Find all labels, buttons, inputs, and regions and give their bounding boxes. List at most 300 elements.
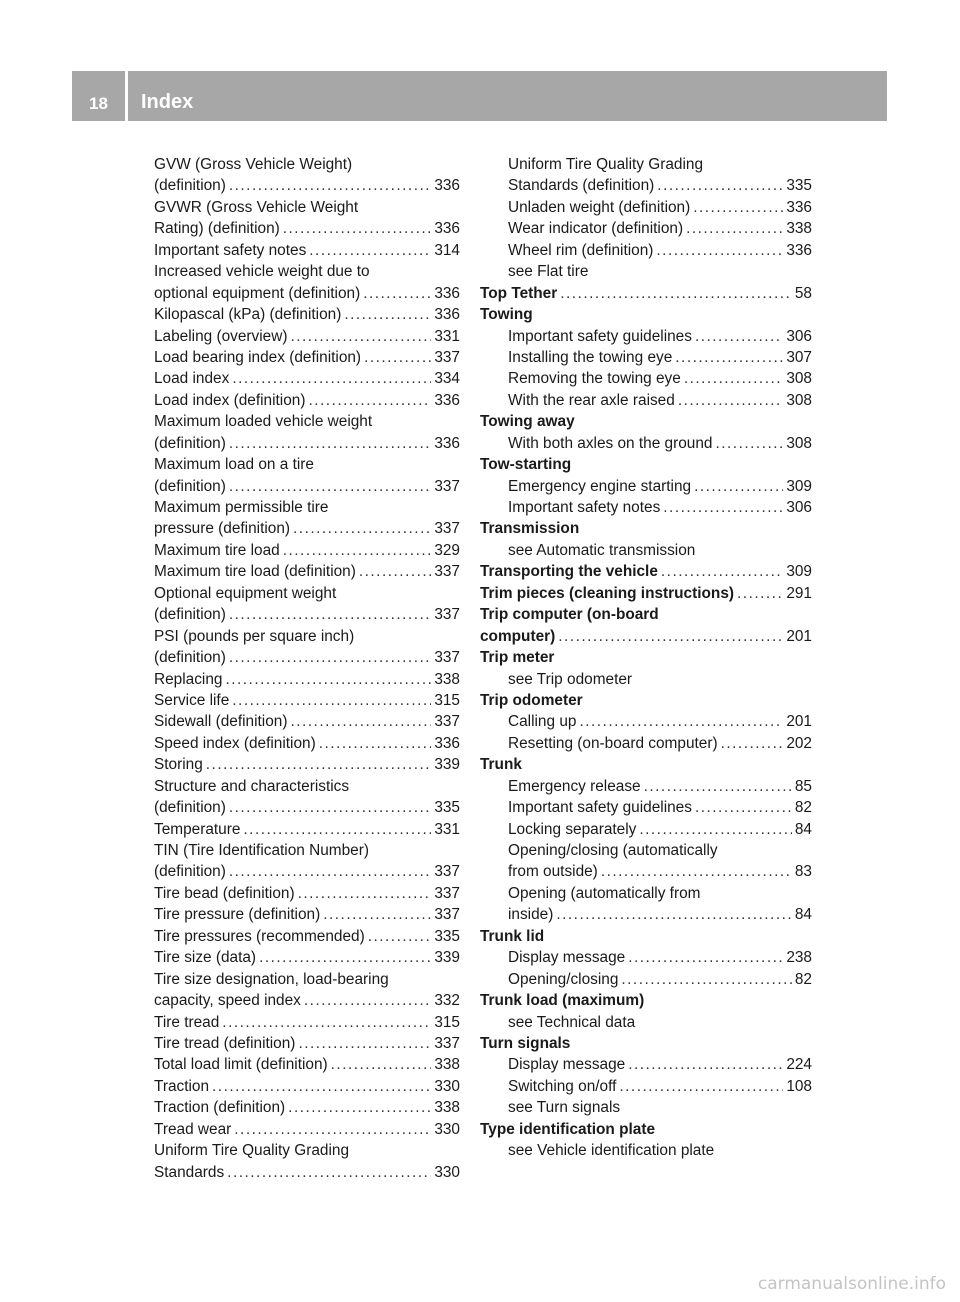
- index-entry-text: Transporting the vehicle: [480, 563, 658, 581]
- dot-leader: [639, 819, 792, 840]
- dot-leader: [601, 861, 792, 882]
- index-entry-text: Tire bead (definition): [154, 884, 295, 902]
- index-entry[interactable]: [154, 1097, 460, 1118]
- index-entry-text: Temperature: [154, 820, 241, 838]
- dot-leader: [308, 390, 431, 411]
- index-entry-text: Opening (automatically from: [508, 884, 701, 902]
- dot-leader: [212, 1076, 431, 1097]
- index-entry-text: Kilopascal (kPa) (definition): [154, 306, 342, 324]
- dot-leader: [661, 561, 783, 582]
- index-entry: [480, 1033, 812, 1054]
- index-entry-text: Top Tether: [480, 284, 558, 302]
- index-entry-page: 84: [794, 820, 812, 838]
- dot-leader: [298, 1033, 431, 1054]
- dot-leader: [619, 1076, 783, 1097]
- index-entry-text: (definition): [154, 649, 226, 667]
- index-entry-text: Wear indicator (definition): [508, 220, 684, 238]
- index-entry-text: Towing: [480, 306, 533, 324]
- index-entry-page: 337: [434, 520, 460, 538]
- index-entry[interactable]: [154, 476, 460, 497]
- dot-leader: [283, 218, 432, 239]
- dot-leader: [304, 990, 431, 1011]
- dot-leader: [686, 218, 783, 239]
- index-entry-text: Important safety guidelines: [508, 327, 692, 345]
- index-entry-text: computer): [480, 627, 556, 645]
- dot-leader: [229, 797, 431, 818]
- index-entry[interactable]: [154, 518, 460, 539]
- dot-leader: [206, 754, 432, 775]
- index-entry: [154, 969, 460, 990]
- index-entry-text: capacity, speed index: [154, 992, 301, 1010]
- index-entry: [154, 454, 460, 475]
- index-entry: [154, 626, 460, 647]
- index-entry-text: Total load limit (definition): [154, 1056, 328, 1074]
- index-entry: [480, 647, 812, 668]
- index-entry-page: 84: [794, 906, 812, 924]
- index-entry: [480, 690, 812, 711]
- index-entry-text: Calling up: [508, 713, 577, 731]
- index-entry-text: Sidewall (definition): [154, 713, 288, 731]
- index-entry-text: see Flat tire: [508, 263, 589, 281]
- index-entry-text: Speed index (definition): [154, 734, 316, 752]
- index-entry-text: Trim pieces (cleaning instructions): [480, 584, 735, 602]
- index-entry-text: Traction: [154, 1077, 210, 1095]
- index-entry-text: Emergency engine starting: [508, 477, 692, 495]
- index-entry[interactable]: [154, 1012, 460, 1033]
- index-entry: [480, 304, 812, 325]
- index-entry: [480, 754, 812, 775]
- dot-leader: [288, 1097, 431, 1118]
- index-entry-text: PSI (pounds per square inch): [154, 627, 355, 645]
- index-entry-text: (definition): [154, 606, 226, 624]
- index-entry-page: 335: [786, 177, 812, 195]
- index-entry-page: 337: [434, 1034, 460, 1052]
- index-entry[interactable]: [480, 947, 812, 968]
- index-entry-text: Maximum tire load (definition): [154, 563, 356, 581]
- index-entry-page: 339: [434, 949, 460, 967]
- index-entry-page: 337: [434, 649, 460, 667]
- dot-leader: [344, 304, 431, 325]
- index-entry-text: pressure (definition): [154, 520, 291, 538]
- index-entry-page: 309: [786, 477, 812, 495]
- dot-leader: [656, 240, 783, 261]
- index-entry-text: Replacing: [154, 670, 223, 688]
- dot-leader: [558, 626, 783, 647]
- index-entry: [480, 1119, 812, 1140]
- index-entry-page: 337: [434, 348, 460, 366]
- index-entry-text: Resetting (on-board computer): [508, 734, 718, 752]
- index-entry[interactable]: [154, 754, 460, 775]
- index-entry-text: TIN (Tire Identification Number): [154, 842, 369, 859]
- index-entry: [154, 411, 460, 432]
- index-entry[interactable]: [154, 861, 460, 882]
- index-entry: [154, 840, 460, 861]
- dot-leader: [695, 797, 792, 818]
- index-entry[interactable]: [154, 711, 460, 732]
- index-entry-page: 336: [434, 284, 460, 302]
- index-entry-text: (definition): [154, 177, 226, 195]
- index-entry[interactable]: [154, 433, 460, 454]
- index-entry[interactable]: [480, 969, 812, 990]
- dot-leader: [693, 197, 783, 218]
- index-entry-page: 337: [434, 606, 460, 624]
- index-entry: [480, 1140, 812, 1161]
- index-entry: [154, 197, 460, 218]
- index-entry-text: With both axles on the ground: [508, 434, 713, 452]
- index-entry[interactable]: [480, 497, 812, 518]
- index-entry[interactable]: [480, 326, 812, 347]
- index-entry[interactable]: [154, 218, 460, 239]
- index-entry[interactable]: [154, 1033, 460, 1054]
- index-entry-text: Maximum load on a tire: [154, 456, 314, 474]
- index-entry[interactable]: [154, 733, 460, 754]
- index-entry[interactable]: [154, 926, 460, 947]
- dot-leader: [232, 368, 431, 389]
- index-entry-page: 338: [434, 670, 460, 688]
- index-entry-page: 336: [434, 177, 460, 195]
- index-entry-text: Tire size designation, load-bearing: [154, 970, 389, 988]
- header-divider: [125, 71, 128, 121]
- index-entry-page: 330: [434, 1120, 460, 1138]
- dot-leader: [715, 433, 783, 454]
- index-entry-page: 85: [794, 777, 812, 795]
- index-entry-page: 338: [786, 220, 812, 238]
- dot-leader: [323, 904, 431, 925]
- index-entry-text: Standards (definition): [508, 177, 655, 195]
- index-entry-page: 336: [434, 306, 460, 324]
- index-entry[interactable]: [480, 1054, 812, 1075]
- dot-leader: [721, 733, 784, 754]
- index-column-left: [154, 154, 460, 1183]
- index-entry[interactable]: [480, 819, 812, 840]
- index-entry-page: 334: [434, 370, 460, 388]
- index-entry-text: (definition): [154, 477, 226, 495]
- index-entry-page: 335: [434, 799, 460, 817]
- index-entry-page: 201: [786, 627, 812, 645]
- index-entry[interactable]: [154, 283, 460, 304]
- index-entry-text: Trip computer (on-board: [480, 606, 659, 624]
- index-entry-text: see Automatic transmission: [508, 541, 696, 559]
- index-entry-text: Wheel rim (definition): [508, 241, 654, 259]
- index-entry-text: Maximum permissible tire: [154, 499, 329, 516]
- index-entry-text: (definition): [154, 434, 226, 452]
- index-entry-page: 329: [434, 541, 460, 559]
- index-entry-text: Standards: [154, 1163, 225, 1181]
- index-entry-text: Unladen weight (definition): [508, 198, 691, 216]
- index-entry-text: Uniform Tire Quality Grading: [508, 156, 704, 173]
- index-entry-text: Tire pressures (recommended): [154, 927, 365, 945]
- index-entry-text: from outside): [508, 863, 598, 881]
- index-entry[interactable]: [154, 1119, 460, 1140]
- index-entry-page: 336: [434, 391, 460, 409]
- index-entry: [480, 518, 812, 539]
- index-entry-page: 201: [786, 713, 812, 731]
- index-entry-text: see Vehicle identification plate: [508, 1142, 715, 1160]
- index-entry-text: Storing: [154, 756, 203, 774]
- index-entry: [480, 669, 812, 690]
- index-entry[interactable]: [154, 819, 460, 840]
- index-entry-text: Uniform Tire Quality Grading: [154, 1142, 350, 1160]
- index-entry-page: 337: [434, 884, 460, 902]
- index-entry-text: Tow-starting: [480, 456, 572, 474]
- index-entry-text: Type identification plate: [480, 1120, 656, 1138]
- index-entry-text: (definition): [154, 799, 226, 817]
- index-entry: [480, 411, 812, 432]
- dot-leader: [644, 776, 792, 797]
- index-entry-text: Load bearing index (definition): [154, 348, 362, 366]
- index-entry[interactable]: [154, 690, 460, 711]
- index-entry-text: (definition): [154, 863, 226, 881]
- index-entry[interactable]: [480, 711, 812, 732]
- dot-leader: [560, 283, 792, 304]
- index-entry-text: Turn signals: [480, 1034, 571, 1052]
- index-column-right: [480, 154, 812, 1162]
- dot-leader: [319, 733, 432, 754]
- index-entry-text: Important safety guidelines: [508, 799, 692, 817]
- index-entry-text: Emergency release: [508, 777, 641, 795]
- index-entry[interactable]: [480, 583, 812, 604]
- index-entry-text: see Technical data: [508, 1013, 636, 1031]
- dot-leader: [293, 518, 431, 539]
- index-entry-text: Traction (definition): [154, 1099, 286, 1117]
- dot-leader: [309, 240, 431, 261]
- index-entry[interactable]: [480, 218, 812, 239]
- index-entry-text: Load index: [154, 370, 230, 388]
- index-entry[interactable]: [480, 797, 812, 818]
- index-entry[interactable]: [154, 304, 460, 325]
- index-entry-page: 337: [434, 713, 460, 731]
- header-band: [72, 71, 887, 121]
- index-entry[interactable]: [480, 733, 812, 754]
- index-entry: [154, 1140, 460, 1161]
- index-entry-page: 331: [434, 327, 460, 345]
- index-entry[interactable]: [154, 1054, 460, 1075]
- index-entry-text: Increased vehicle weight due to: [154, 263, 370, 281]
- index-entry[interactable]: [154, 604, 460, 625]
- index-entry-text: Trip meter: [480, 649, 555, 667]
- index-entry-text: Trunk load (maximum): [480, 992, 645, 1010]
- index-entry[interactable]: [480, 197, 812, 218]
- index-entry-page: 238: [786, 949, 812, 967]
- index-entry[interactable]: [154, 326, 460, 347]
- index-entry[interactable]: [154, 1162, 460, 1183]
- index-entry[interactable]: [480, 861, 812, 882]
- index-entry-text: Towing away: [480, 413, 575, 431]
- index-entry-page: 308: [786, 391, 812, 409]
- index-entry[interactable]: [480, 561, 812, 582]
- index-entry-page: 308: [786, 370, 812, 388]
- index-entry[interactable]: [154, 1076, 460, 1097]
- index-entry[interactable]: [154, 347, 460, 368]
- index-entry-page: 309: [786, 563, 812, 581]
- index-entry-page: 335: [434, 927, 460, 945]
- index-entry-page: 336: [786, 198, 812, 216]
- index-entry-page: 83: [794, 863, 812, 881]
- index-entry[interactable]: [154, 175, 460, 196]
- index-entry: [154, 497, 460, 518]
- index-entry-text: see Trip odometer: [508, 670, 633, 688]
- index-entry-text: see Turn signals: [508, 1099, 621, 1117]
- index-entry: [154, 154, 460, 175]
- dot-leader: [628, 1054, 783, 1075]
- index-entry-page: 336: [786, 241, 812, 259]
- dot-leader: [229, 433, 431, 454]
- index-entry-page: 336: [434, 434, 460, 452]
- index-entry-text: optional equipment (definition): [154, 284, 361, 302]
- dot-leader: [684, 368, 783, 389]
- index-entry[interactable]: [480, 776, 812, 797]
- index-entry: [154, 776, 460, 797]
- dot-leader: [290, 326, 431, 347]
- dot-leader: [243, 819, 431, 840]
- section-title: Index: [141, 91, 194, 113]
- index-entry-text: Important safety notes: [508, 499, 661, 516]
- index-entry-text: With the rear axle raised: [508, 391, 675, 409]
- dot-leader: [694, 476, 783, 497]
- index-entry-page: 330: [434, 1163, 460, 1181]
- index-entry[interactable]: [154, 947, 460, 968]
- dot-leader: [234, 1119, 431, 1140]
- index-entry-text: Opening/closing: [508, 970, 619, 988]
- dot-leader: [657, 175, 783, 196]
- index-entry-text: Trunk lid: [480, 927, 545, 945]
- index-entry[interactable]: [480, 283, 812, 304]
- index-entry[interactable]: [154, 883, 460, 904]
- dot-leader: [695, 326, 783, 347]
- index-entry[interactable]: [154, 797, 460, 818]
- dot-leader: [579, 711, 783, 732]
- index-entry-text: Switching on/off: [508, 1077, 617, 1095]
- index-entry-page: 338: [434, 1056, 460, 1074]
- index-entry: [480, 1012, 812, 1033]
- index-entry-text: Tire pressure (definition): [154, 906, 321, 924]
- index-entry[interactable]: [154, 647, 460, 668]
- index-entry: [154, 261, 460, 282]
- index-entry: [480, 454, 812, 475]
- index-entry-text: Display message: [508, 1056, 626, 1074]
- index-entry-page: 307: [786, 348, 812, 366]
- index-entry-page: 291: [786, 584, 812, 602]
- index-entry-text: GVW (Gross Vehicle Weight): [154, 156, 353, 173]
- index-entry[interactable]: [480, 368, 812, 389]
- index-entry-text: Installing the towing eye: [508, 348, 673, 366]
- index-entry-page: 315: [434, 1013, 460, 1031]
- index-entry-text: Removing the towing eye: [508, 370, 681, 388]
- index-entry: [480, 883, 812, 904]
- index-entry-page: 58: [794, 284, 812, 302]
- index-entry-text: Important safety notes: [154, 241, 307, 259]
- index-entry[interactable]: [480, 175, 812, 196]
- dot-leader: [663, 497, 783, 518]
- index-entry-text: inside): [508, 906, 554, 924]
- index-entry: [480, 154, 812, 175]
- dot-leader: [229, 647, 431, 668]
- index-entry-text: Tread wear: [154, 1120, 232, 1138]
- dot-leader: [283, 540, 432, 561]
- index-entry[interactable]: [480, 433, 812, 454]
- dot-leader: [364, 347, 431, 368]
- index-entry-page: 308: [786, 434, 812, 452]
- index-entry-text: Tire size (data): [154, 949, 257, 967]
- index-entry-text: Locking separately: [508, 820, 637, 838]
- index-entry-text: Tire tread (definition): [154, 1034, 296, 1052]
- index-entry: [480, 840, 812, 861]
- index-entry-text: Trip odometer: [480, 691, 583, 709]
- dot-leader: [556, 904, 792, 925]
- index-entry[interactable]: [480, 240, 812, 261]
- dot-leader: [232, 690, 431, 711]
- index-entry[interactable]: [154, 368, 460, 389]
- index-entry[interactable]: [154, 561, 460, 582]
- index-entry[interactable]: [480, 347, 812, 368]
- watermark: carmanualsonline.info: [757, 1274, 946, 1294]
- dot-leader: [331, 1054, 432, 1075]
- dot-leader: [229, 604, 431, 625]
- index-entry-text: Optional equipment weight: [154, 584, 337, 602]
- dot-leader: [737, 583, 783, 604]
- index-entry[interactable]: [154, 540, 460, 561]
- index-entry-page: 331: [434, 820, 460, 838]
- index-entry-page: 339: [434, 756, 460, 774]
- index-entry-text: Maximum tire load: [154, 541, 280, 559]
- index-entry[interactable]: [154, 390, 460, 411]
- index-entry-text: Labeling (overview): [154, 327, 288, 345]
- index-entry: [480, 990, 812, 1011]
- index-entry-text: Display message: [508, 949, 626, 967]
- index-entry[interactable]: [154, 240, 460, 261]
- index-entry: [480, 926, 812, 947]
- dot-leader: [678, 390, 784, 411]
- index-entry-page: 336: [434, 734, 460, 752]
- index-entry-page: 108: [786, 1077, 812, 1095]
- index-entry-page: 336: [434, 220, 460, 238]
- index-entry[interactable]: [480, 390, 812, 411]
- index-entry-page: 330: [434, 1077, 460, 1095]
- dot-leader: [227, 1162, 431, 1183]
- dot-leader: [363, 283, 431, 304]
- index-entry[interactable]: [480, 626, 812, 647]
- index-entry[interactable]: [154, 990, 460, 1011]
- index-entry-text: Opening/closing (automatically: [508, 842, 718, 859]
- dot-leader: [259, 947, 431, 968]
- index-entry-text: Transmission: [480, 520, 580, 538]
- dot-leader: [628, 947, 783, 968]
- index-entry[interactable]: [480, 1076, 812, 1097]
- dot-leader: [359, 561, 431, 582]
- dot-leader: [229, 861, 431, 882]
- index-entry: [480, 540, 812, 561]
- page-number: 18: [72, 71, 125, 121]
- dot-leader: [298, 883, 432, 904]
- index-entry: [480, 1097, 812, 1118]
- dot-leader: [368, 926, 432, 947]
- index-entry-text: Service life: [154, 691, 230, 709]
- index-entry[interactable]: [154, 669, 460, 690]
- index-entry: [480, 261, 812, 282]
- index-entry-page: 306: [786, 499, 812, 516]
- index-entry[interactable]: [480, 904, 812, 925]
- index-entry[interactable]: [154, 904, 460, 925]
- dot-leader: [621, 969, 792, 990]
- index-entry-text: Tire tread: [154, 1013, 220, 1031]
- dot-leader: [229, 175, 431, 196]
- index-entry-text: Structure and characteristics: [154, 777, 350, 795]
- index-entry[interactable]: [480, 476, 812, 497]
- index-entry-page: 338: [434, 1099, 460, 1117]
- index-entry-page: 314: [434, 241, 460, 259]
- index-entry-page: 337: [434, 863, 460, 881]
- index-entry-text: Load index (definition): [154, 391, 306, 409]
